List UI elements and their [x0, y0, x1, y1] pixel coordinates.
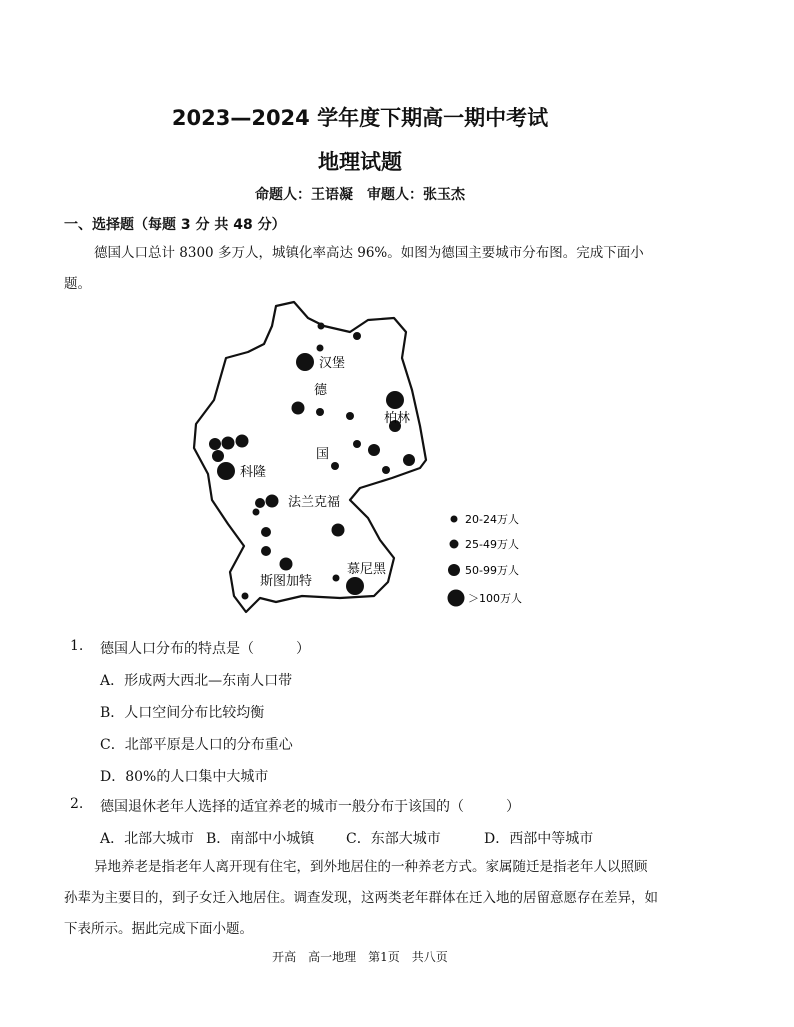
city-dot: [253, 509, 260, 516]
legend-item: 25-49万人: [465, 538, 519, 551]
city-dot: [318, 323, 325, 330]
city-dot: [236, 435, 249, 448]
germany-outline: [194, 302, 426, 612]
city-dot: [222, 437, 235, 450]
city-dot: [368, 444, 380, 456]
city-markers: [209, 323, 415, 600]
label-cologne: 科隆: [240, 465, 267, 480]
page-footer: 开高 高一地理 第1页 共八页: [272, 950, 448, 964]
subject-title: 地理试题: [318, 150, 402, 174]
q2-option-a[interactable]: A．北部大城市: [100, 831, 195, 847]
city-dot: [242, 593, 249, 600]
label-stuttgart: 斯图加特: [260, 574, 313, 589]
city-dot: [266, 495, 279, 508]
legend-item: 20-24万人: [465, 513, 519, 526]
q1-option-a[interactable]: A．形成两大西北—东南人口带: [100, 673, 293, 689]
q1-option-d[interactable]: D．80%的人口集中大城市: [100, 769, 269, 785]
label-guo: 国: [316, 447, 330, 462]
city-dot: [332, 524, 345, 537]
city-dot: [255, 498, 265, 508]
map-legend: [448, 513, 523, 607]
question-2-stem: 德国退休老年人选择的适宜养老的城市一般分布于该国的（ ）: [100, 799, 520, 815]
city-dot: [209, 438, 221, 450]
city-dot: [386, 391, 404, 409]
label-de: 德: [314, 383, 328, 398]
city-dot: [217, 462, 235, 480]
q1-option-c[interactable]: C．北部平原是人口的分布重心: [100, 737, 293, 753]
city-dot: [333, 575, 340, 582]
label-frankfurt: 法兰克福: [288, 495, 341, 510]
intro-paragraph: 德国人口总计 8300 多万人，城镇化率高达 96%。如图为德国主要城市分布图。完成下面小题。: [64, 245, 644, 292]
authors-line: 命题人：王语凝 审题人：张玉杰: [255, 187, 465, 203]
city-dot: [316, 408, 324, 416]
question-1-number: 1.: [70, 638, 84, 654]
city-dot: [331, 462, 339, 470]
city-dot: [261, 546, 271, 556]
city-dot: [317, 345, 324, 352]
section-heading: 一、选择题（每题 3 分 共 48 分）: [64, 217, 286, 233]
germany-city-map: [190, 296, 540, 626]
q2-option-b[interactable]: B．南部中小城镇: [206, 831, 315, 847]
q1-option-b[interactable]: B．人口空间分布比较均衡: [100, 705, 265, 721]
city-dot: [353, 440, 361, 448]
label-munich: 慕尼黑: [347, 562, 387, 577]
city-dot: [382, 466, 390, 474]
city-dot: [292, 402, 305, 415]
city-dot: [403, 454, 415, 466]
exam-title: 2023—2024 学年度下期高一期中考试: [171, 106, 549, 130]
city-dot: [261, 527, 271, 537]
city-dot: [212, 450, 224, 462]
city-dot: [296, 353, 314, 371]
question-1-stem: 德国人口分布的特点是（ ）: [100, 641, 310, 657]
q2-option-d[interactable]: D．西部中等城市: [484, 831, 594, 847]
question-2-number: 2.: [70, 796, 84, 812]
city-dot: [280, 558, 293, 571]
city-dot: [346, 412, 354, 420]
passage-paragraph: 异地养老是指老年人离开现有住宅，到外地居住的一种养老方式。家属随迁是指老年人以照顾孙辈为主要目的，到子女迁入地居住。调查发现，这两类老年群体在迁入地的居留意愿存在差异，如下表所示。据此完成下面小题。: [64, 859, 658, 937]
label-hamburg: 汉堡: [319, 356, 346, 371]
label-berlin: 柏林: [384, 411, 411, 426]
legend-item: ＞100万人: [468, 592, 522, 605]
city-dot: [346, 577, 364, 595]
legend-item: 50-99万人: [465, 564, 519, 577]
city-dot: [353, 332, 361, 340]
q2-option-c[interactable]: C．东部大城市: [346, 831, 441, 847]
